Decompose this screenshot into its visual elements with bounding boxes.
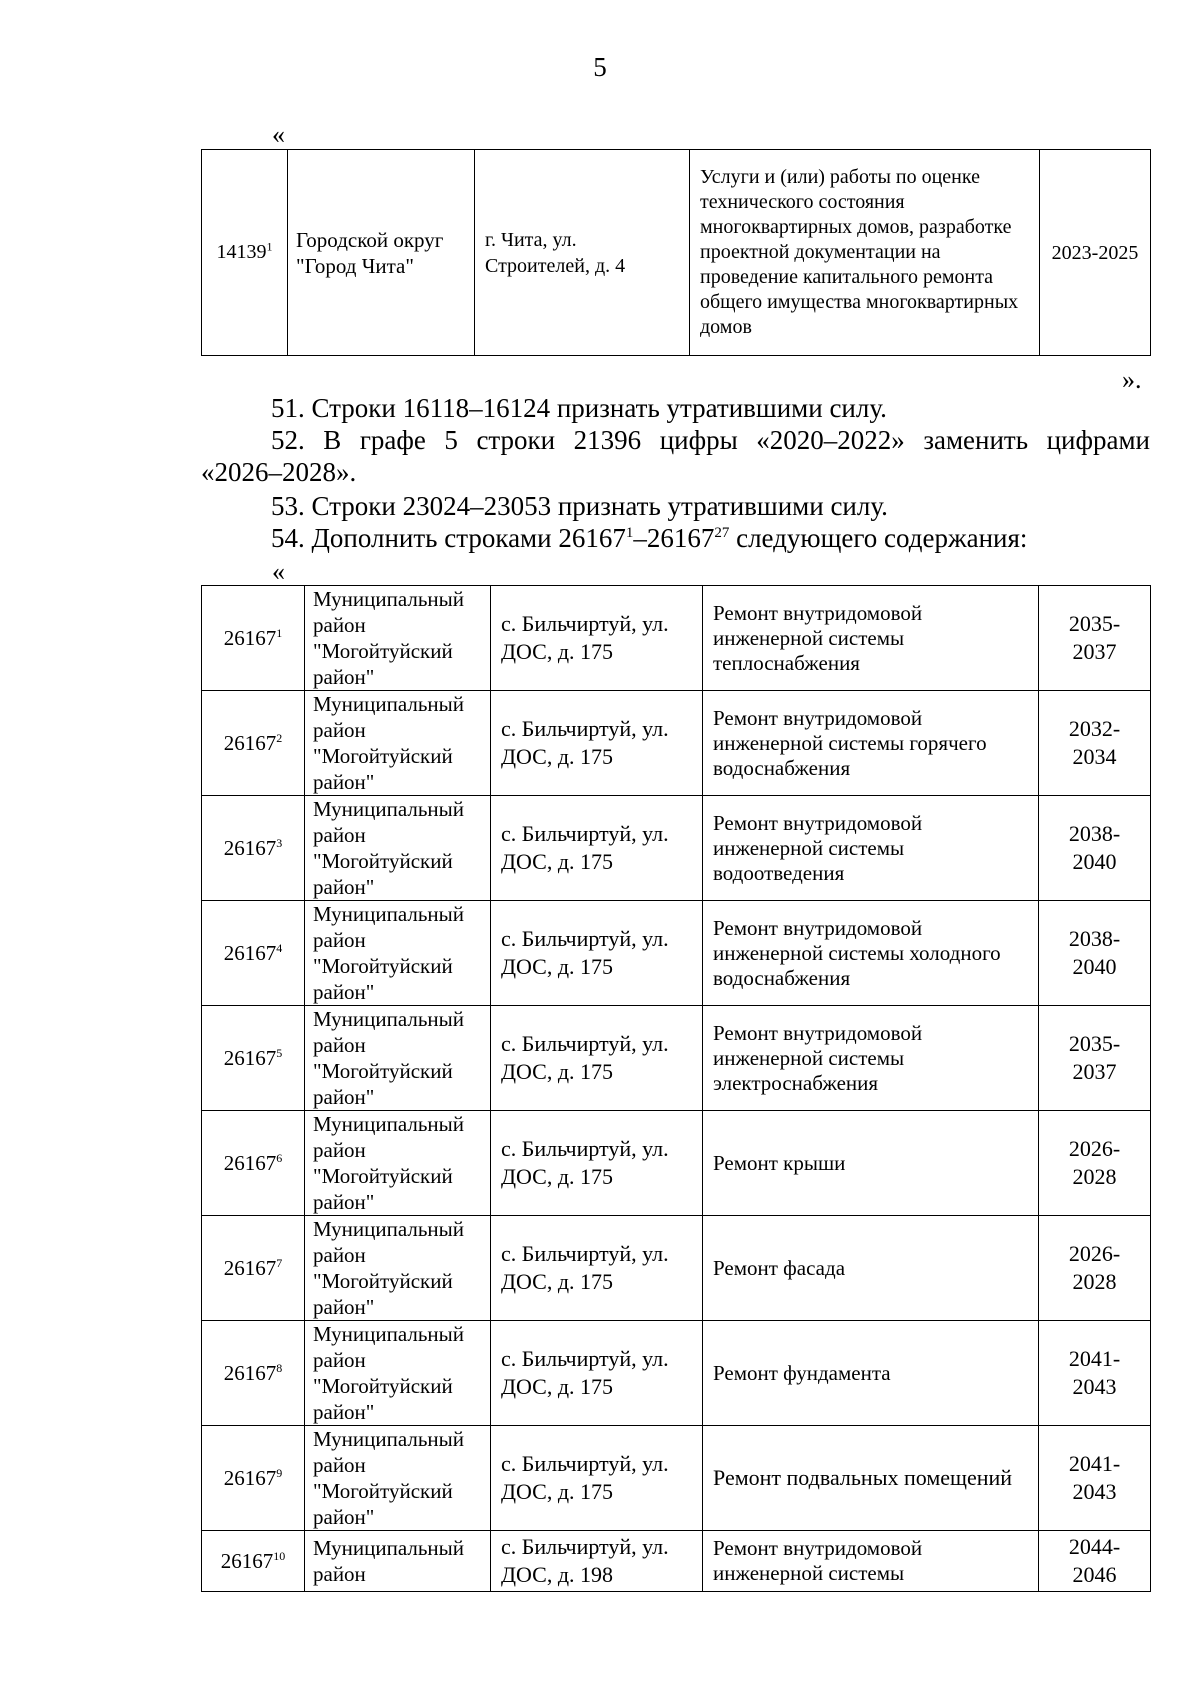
years-cell: 2044-2046 bbox=[1039, 1531, 1151, 1592]
address-cell: с. Бильчиртуй, ул. ДОС, д. 198 bbox=[491, 1531, 703, 1592]
work-cell: Ремонт крыши bbox=[703, 1111, 1039, 1216]
paragraph-54: 54. Дополнить строками 26167$^1$–26167$^{27}$ следующего содержания: bbox=[271, 523, 1028, 553]
address-cell: с. Бильчиртуй, ул. ДОС, д. 175 bbox=[491, 1111, 703, 1216]
opening-quote-2: « bbox=[272, 557, 285, 586]
work-cell: Ремонт внутридомовой инженерной системы горячего водоснабжения bbox=[703, 691, 1039, 796]
municipality-cell: Муниципальный район "Могойтуйский район" bbox=[305, 691, 491, 796]
municipality-cell: Муниципальный район "Могойтуйский район" bbox=[305, 1321, 491, 1426]
years-cell: 2035-2037 bbox=[1039, 586, 1151, 691]
row-number: 26167$^3$ bbox=[202, 796, 305, 901]
table-row bbox=[202, 691, 1151, 796]
work-cell: Ремонт подвальных помещений bbox=[703, 1426, 1039, 1531]
municipality-cell: Городской округ "Город Чита" bbox=[288, 150, 475, 356]
municipality-cell: Муниципальный район "Могойтуйский район" bbox=[305, 1111, 491, 1216]
table-row bbox=[202, 1111, 1151, 1216]
address-cell: с. Бильчиртуй, ул. ДОС, д. 175 bbox=[491, 1426, 703, 1531]
municipality-cell: Муниципальный район "Могойтуйский район" bbox=[305, 1006, 491, 1111]
work-cell: Ремонт внутридомовой инженерной системы bbox=[703, 1531, 1039, 1592]
municipality-cell: Муниципальный район "Могойтуйский район" bbox=[305, 1216, 491, 1321]
address-cell: с. Бильчиртуй, ул. ДОС, д. 175 bbox=[491, 586, 703, 691]
row-number: 14139$^1$ bbox=[202, 150, 288, 356]
amendment-table-1 bbox=[201, 149, 1151, 356]
municipality-cell: Муниципальный район "Могойтуйский район" bbox=[305, 901, 491, 1006]
table-row bbox=[202, 1531, 1151, 1592]
address-cell: с. Бильчиртуй, ул. ДОС, д. 175 bbox=[491, 796, 703, 901]
opening-quote: « bbox=[272, 120, 285, 149]
table-row bbox=[202, 901, 1151, 1006]
table-row bbox=[202, 586, 1151, 691]
years-cell: 2023-2025 bbox=[1040, 150, 1151, 356]
row-number: 26167$^1$ bbox=[202, 586, 305, 691]
years-cell: 2026-2028 bbox=[1039, 1111, 1151, 1216]
paragraph-53: 53. Строки 23024–23053 признать утратившими силу. bbox=[271, 491, 888, 521]
table-row bbox=[202, 1321, 1151, 1426]
work-cell: Ремонт внутридомовой инженерной системы электроснабжения bbox=[703, 1006, 1039, 1111]
municipality-cell: Муниципальный район "Могойтуйский район" bbox=[305, 586, 491, 691]
table-row bbox=[202, 1006, 1151, 1111]
row-number: 26167$^7$ bbox=[202, 1216, 305, 1321]
address-cell: с. Бильчиртуй, ул. ДОС, д. 175 bbox=[491, 901, 703, 1006]
municipality-cell: Муниципальный район "Могойтуйский район" bbox=[305, 796, 491, 901]
page-number: 5 bbox=[593, 52, 607, 82]
work-cell: Ремонт фасада bbox=[703, 1216, 1039, 1321]
work-cell: Ремонт внутридомовой инженерной системы холодного водоснабжения bbox=[703, 901, 1039, 1006]
work-cell: Ремонт внутридомовой инженерной системы водоотведения bbox=[703, 796, 1039, 901]
address-cell: г. Чита, ул. Строителей, д. 4 bbox=[475, 150, 690, 356]
address-cell: с. Бильчиртуй, ул. ДОС, д. 175 bbox=[491, 691, 703, 796]
address-cell: с. Бильчиртуй, ул. ДОС, д. 175 bbox=[491, 1216, 703, 1321]
work-cell: Услуги и (или) работы по оценке технического состояния многоквартирных домов, разработке проектной документации на проведение капитального ремонта общего имущества многоквартирных домов bbox=[690, 150, 1040, 356]
municipality-cell: Муниципальный район bbox=[305, 1531, 491, 1592]
municipality-cell: Муниципальный район "Могойтуйский район" bbox=[305, 1426, 491, 1531]
paragraph-52-line2: «2026–2028». bbox=[201, 457, 357, 487]
amendment-table-2 bbox=[201, 585, 1151, 1592]
row-number: 26167$^5$ bbox=[202, 1006, 305, 1111]
years-cell: 2041-2043 bbox=[1039, 1321, 1151, 1426]
row-number: 26167$^{10}$ bbox=[202, 1531, 305, 1592]
row-number: 26167$^4$ bbox=[202, 901, 305, 1006]
closing-quote: ». bbox=[1122, 365, 1142, 394]
years-cell: 2038-2040 bbox=[1039, 796, 1151, 901]
address-cell: с. Бильчиртуй, ул. ДОС, д. 175 bbox=[491, 1321, 703, 1426]
table-row bbox=[202, 150, 1151, 356]
work-cell: Ремонт фундамента bbox=[703, 1321, 1039, 1426]
work-cell: Ремонт внутридомовой инженерной системы теплоснабжения bbox=[703, 586, 1039, 691]
paragraph-52-line1: 52. В графе 5 строки 21396 цифры «2020–2022» заменить цифрами bbox=[271, 425, 1150, 455]
table-row bbox=[202, 796, 1151, 901]
row-number: 26167$^9$ bbox=[202, 1426, 305, 1531]
row-number: 26167$^2$ bbox=[202, 691, 305, 796]
row-number: 26167$^8$ bbox=[202, 1321, 305, 1426]
address-cell: с. Бильчиртуй, ул. ДОС, д. 175 bbox=[491, 1006, 703, 1111]
years-cell: 2026-2028 bbox=[1039, 1216, 1151, 1321]
table-row bbox=[202, 1216, 1151, 1321]
years-cell: 2035-2037 bbox=[1039, 1006, 1151, 1111]
years-cell: 2032-2034 bbox=[1039, 691, 1151, 796]
years-cell: 2041-2043 bbox=[1039, 1426, 1151, 1531]
years-cell: 2038-2040 bbox=[1039, 901, 1151, 1006]
table-row bbox=[202, 1426, 1151, 1531]
paragraph-51: 51. Строки 16118–16124 признать утратившими силу. bbox=[271, 393, 887, 423]
row-number: 26167$^6$ bbox=[202, 1111, 305, 1216]
